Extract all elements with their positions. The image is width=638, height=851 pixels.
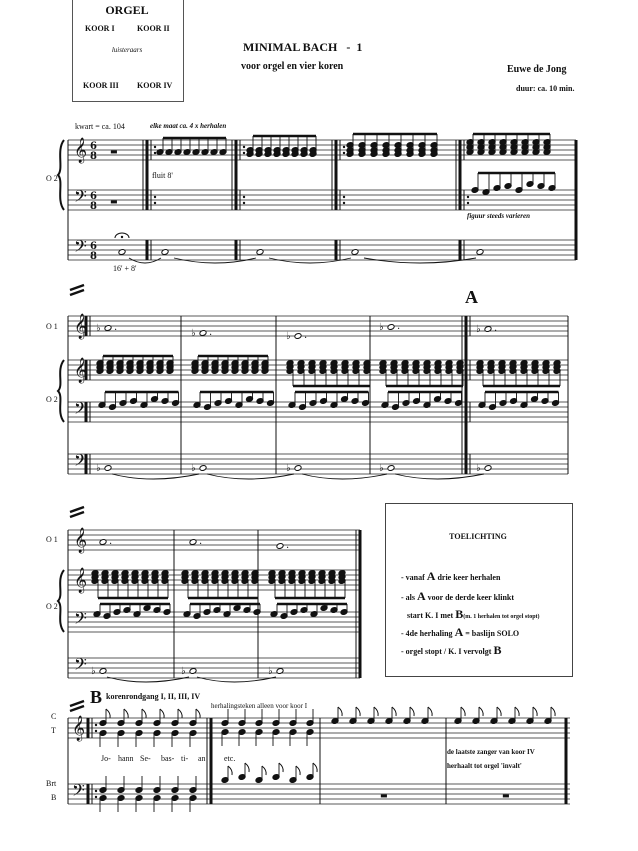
flag: [392, 707, 396, 716]
brace: [58, 360, 64, 422]
section-separator: [70, 512, 84, 517]
flat-sign: ♭: [268, 666, 273, 677]
whole-note: [276, 543, 284, 550]
duration: duur: ca. 10 min.: [516, 84, 575, 93]
time-signature: 6: [90, 141, 97, 152]
explanation-text: (m. 1 herhalen tot orgel stopt): [463, 614, 540, 620]
lyric: Se-: [140, 754, 151, 763]
staff-label-b: B: [51, 793, 57, 802]
flat-sign: ♭: [96, 323, 101, 334]
flag: [178, 709, 182, 718]
time-signature: 8: [90, 251, 97, 262]
explanation-text: = baslijn SOLO: [463, 629, 520, 638]
repeat-dot: [95, 724, 97, 726]
section-separator: [70, 285, 84, 290]
repeat-dot: [95, 796, 97, 798]
choir-3-label: KOOR III: [83, 81, 119, 90]
tie: [129, 258, 161, 263]
flag: [338, 707, 342, 716]
repeat-dot: [343, 152, 345, 154]
tie: [174, 258, 256, 263]
repeat-dot: [343, 146, 345, 148]
time-signature: 6: [90, 241, 97, 252]
flag: [106, 709, 110, 718]
dot: .: [199, 536, 203, 547]
flat-sign: ♭: [191, 463, 196, 474]
flag: [228, 766, 232, 775]
dot: .: [304, 330, 308, 341]
flat-sign: ♭: [181, 666, 186, 677]
flag: [160, 709, 164, 718]
rehearsal-mark-a: A: [465, 287, 478, 307]
treble-clef: 𝄞: [72, 716, 86, 741]
flag: [479, 707, 483, 716]
bass-clef: 𝄢: [74, 236, 87, 260]
whole-note: [387, 324, 395, 331]
flag: [515, 707, 519, 716]
bass-clef: 𝄢: [74, 450, 87, 474]
flat-sign: ♭: [476, 463, 481, 474]
staff-label-o1: O 1: [46, 535, 58, 544]
page-subtitle: voor orgel en vier koren: [241, 61, 344, 72]
repeat-dot: [343, 202, 345, 204]
time-signature: 8: [90, 201, 97, 212]
repeat-dot: [243, 152, 245, 154]
treble-clef: 𝄞: [74, 314, 88, 339]
staff-label-brt: Brt: [46, 779, 57, 788]
bass-clef: 𝄢: [72, 780, 85, 804]
flag: [374, 707, 378, 716]
flag: [313, 763, 317, 772]
choir-round-text: korenrondgang I, II, III, IV: [106, 692, 201, 701]
flat-sign: ♭: [286, 331, 291, 342]
repeat-dot: [243, 196, 245, 198]
time-signature: 6: [90, 191, 97, 202]
explanation-text: voor de derde keer klinkt: [425, 593, 515, 602]
tie: [112, 474, 199, 479]
choir-2-label: KOOR II: [137, 24, 170, 33]
section-separator: [70, 290, 84, 295]
dot: .: [494, 323, 498, 334]
repeat-dot: [154, 202, 156, 204]
treble-clef: 𝄞: [74, 568, 88, 593]
repeat-dot: [467, 196, 469, 198]
flag: [196, 709, 200, 718]
flat-sign: ♭: [379, 463, 384, 474]
repeat-instruction: elke maat ca. 4 x herhalen: [150, 122, 227, 130]
explanation-title: TOELICHTING: [449, 532, 507, 541]
section-separator: [70, 507, 84, 512]
repeat-dot: [243, 202, 245, 204]
listeners-label: luisteraars: [111, 46, 143, 54]
explanation-text: start K. I met: [407, 611, 456, 620]
time-signature: 8: [90, 151, 97, 162]
flag: [410, 707, 414, 716]
repeat-dot: [154, 196, 156, 198]
explanation-mark: A: [417, 589, 426, 603]
flat-sign: ♭: [96, 463, 101, 474]
tie: [269, 258, 351, 263]
tie: [395, 474, 484, 479]
dot: .: [209, 327, 213, 338]
repeat-dot: [95, 730, 97, 732]
treble-clef: 𝄞: [74, 138, 88, 163]
rest: ▬: [110, 197, 118, 206]
tempo-marking: kwart = ca. 104: [75, 122, 125, 131]
rehearsal-mark-b: B: [90, 687, 103, 707]
explanation-text: - orgel stopt / K. I vervolgt: [401, 647, 494, 656]
explanation-text: - als: [401, 593, 417, 602]
lyric: ti-: [181, 754, 189, 763]
flat-sign: ♭: [191, 328, 196, 339]
rest: ▬: [502, 791, 510, 800]
composer: Euwe de Jong: [507, 64, 567, 75]
repeat-dot: [121, 236, 123, 238]
end-note-2: herhaalt tot orgel 'invalt': [447, 762, 522, 770]
dot: .: [397, 321, 401, 332]
repeat-dot: [343, 196, 345, 198]
repeat-dot: [95, 790, 97, 792]
choir-4-label: KOOR IV: [137, 81, 173, 90]
registration-flute: fluit 8': [152, 171, 173, 180]
section-separator: [70, 701, 84, 706]
flag: [262, 766, 266, 775]
flat-sign: ♭: [286, 463, 291, 474]
flag: [245, 763, 249, 772]
repeat-dot: [154, 146, 156, 148]
treble-clef: 𝄞: [74, 358, 88, 383]
choir-1-label: KOOR I: [85, 24, 115, 33]
treble-clef: 𝄞: [74, 528, 88, 553]
organ-label: ORGEL: [105, 3, 149, 17]
lyric: bas-: [161, 754, 175, 763]
dot: .: [286, 540, 290, 551]
flag: [551, 707, 555, 716]
whole-note: [104, 465, 112, 472]
lyric: etc.: [224, 754, 236, 763]
bass-clef: 𝄢: [74, 186, 87, 210]
flat-sign: ♭: [379, 322, 384, 333]
section-separator: [70, 706, 84, 711]
explanation-text: - 4de herhaling: [401, 629, 455, 638]
repeat-dot: [467, 202, 469, 204]
whole-note: [199, 465, 207, 472]
staff-label-o2: O 2: [46, 395, 58, 404]
staff-label-o1: O 1: [46, 322, 58, 331]
rest: ▬: [110, 147, 118, 156]
flag: [279, 763, 283, 772]
flag: [428, 707, 432, 716]
flag: [356, 707, 360, 716]
tie: [302, 474, 387, 479]
rest: ▬: [380, 791, 388, 800]
repeat-sign-note: herhalingsteken alleen voor koor I: [211, 702, 308, 710]
explanation-mark: A: [426, 569, 436, 583]
flag: [461, 707, 465, 716]
flag: [142, 709, 146, 718]
dot: .: [114, 322, 118, 333]
explanation-mark: A: [454, 625, 464, 639]
repeat-dot: [154, 152, 156, 154]
lyric: hann: [118, 754, 134, 763]
flag: [296, 766, 300, 775]
flag: [533, 707, 537, 716]
flag: [497, 707, 501, 716]
explanation-text: - vanaf: [401, 573, 427, 582]
brace: [58, 570, 64, 632]
brace: [58, 140, 64, 210]
whole-note: [294, 333, 302, 340]
staff-label-c: C: [51, 712, 57, 721]
page-title: MINIMAL BACH - 1: [243, 40, 363, 54]
bass-clef: 𝄢: [74, 608, 87, 632]
registration-bass: 16' + 8': [113, 264, 137, 273]
flag: [124, 709, 128, 718]
lyric: an: [198, 754, 206, 763]
staff-label-t: T: [51, 726, 56, 735]
bass-clef: 𝄢: [74, 398, 87, 422]
whole-note: [387, 465, 395, 472]
whole-note: [294, 465, 302, 472]
staff-label-o2: O 2: [46, 174, 58, 183]
lyric: Jo-: [101, 754, 111, 763]
explanation-text: drie keer herhalen: [435, 573, 501, 582]
end-note-1: de laatste zanger van koor IV: [447, 748, 535, 756]
dot: .: [109, 536, 113, 547]
tie: [207, 474, 294, 479]
staff-label-o2: O 2: [46, 602, 58, 611]
explanation-mark: B: [493, 643, 502, 657]
explanation-mark: B: [455, 607, 464, 621]
repeat-dot: [243, 146, 245, 148]
vary-figure-note: figuur steeds varieren: [467, 212, 530, 220]
flat-sign: ♭: [476, 324, 481, 335]
flat-sign: ♭: [91, 666, 96, 677]
bass-clef: 𝄢: [74, 654, 87, 678]
whole-note: [484, 465, 492, 472]
